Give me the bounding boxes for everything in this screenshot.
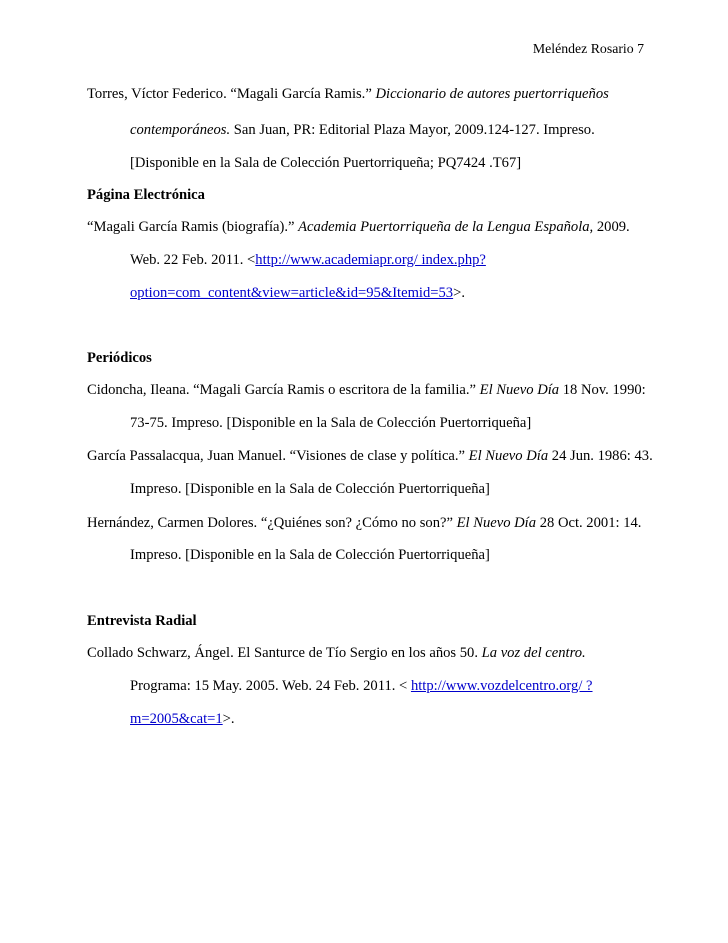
citation-torres-line-2 (130, 121, 595, 139)
citation-text: San Juan, PR: Editorial Plaza Mayor, 2009.124-127. Impreso. (230, 122, 595, 138)
section-heading-web: Página Electrónica (87, 187, 205, 203)
citation-academia-line-2 (130, 251, 486, 269)
citation-text: >. (453, 285, 465, 301)
citation-garcia-line-1 (87, 447, 653, 465)
citation-text: 24 Jun. 1986: 43. (548, 448, 653, 464)
citation-hernandez-line-1 (87, 514, 641, 532)
citation-text: García Passalacqua, Juan Manuel. “Visiones de clase y política.” (87, 448, 469, 464)
citation-cidoncha-line-2: 73-75. Impreso. [Disponible en la Sala de Colección Puertorriqueña] (130, 415, 532, 431)
citation-text: Collado Schwarz, Ángel. El Santurce de Tío Sergio en los años 50. (87, 645, 482, 661)
citation-text: >. (222, 711, 235, 727)
citation-academia-line-3 (130, 284, 465, 302)
citation-academia-line-1 (87, 218, 630, 236)
citation-garcia-line-2: Impreso. [Disponible en la Sala de Colección Puertorriqueña] (130, 481, 490, 497)
citation-text: Torres, Víctor Federico. “Magali García Ramis.” (87, 86, 376, 102)
citation-collado-line-1 (87, 644, 586, 662)
academia-url-link[interactable]: http://www.academiapr.org/ index.php? (255, 252, 486, 268)
citation-torres-line-3: [Disponible en la Sala de Colección Puertorriqueña; PQ7424 .T67] (130, 155, 522, 171)
citation-hernandez-line-2: Impreso. [Disponible en la Sala de Colección Puertorriqueña] (130, 547, 490, 563)
citation-text: 2009. (593, 219, 630, 235)
citation-title: El Nuevo Día (456, 515, 537, 531)
citation-text: Web. 22 Feb. 2011. < (130, 252, 256, 268)
citation-title: La voz del centro. (481, 645, 586, 661)
citation-collado-line-2 (130, 677, 593, 695)
citation-text: Hernández, Carmen Dolores. “¿Quiénes son? ¿Cómo no son?” (87, 515, 457, 531)
citation-cidoncha-line-1 (87, 381, 646, 399)
citation-title: El Nuevo Día (479, 382, 560, 398)
citation-title: El Nuevo Día (468, 448, 549, 464)
citation-collado-line-3 (130, 710, 235, 728)
citation-text: 18 Nov. 1990: (559, 382, 646, 398)
citation-text: Cidoncha, Ileana. “Magali García Ramis o escritora de la familia.” (87, 382, 480, 398)
citation-title: Diccionario de autores puertorriqueños (375, 86, 609, 102)
running-head: Meléndez Rosario 7 (532, 41, 644, 56)
citation-title: Academia Puertorriqueña de la Lengua Española, (298, 219, 594, 235)
citation-title: contemporáneos. (130, 122, 231, 138)
section-heading-radio: Entrevista Radial (87, 613, 197, 629)
vozdelcentro-url-link-continued[interactable]: m=2005&cat=1 (130, 711, 223, 727)
section-heading-periodicals: Periódicos (87, 350, 152, 366)
citation-torres-line-1 (87, 85, 609, 103)
academia-url-link-continued[interactable]: option=com_content&view=article&id=95&Itemid=53 (130, 285, 454, 301)
citation-text: 28 Oct. 2001: 14. (536, 515, 642, 531)
citation-text: “Magali García Ramis (biografía).” (87, 219, 299, 235)
citation-text: Programa: 15 May. 2005. Web. 24 Feb. 2011. < (130, 678, 411, 694)
vozdelcentro-url-link[interactable]: http://www.vozdelcentro.org/ ? (410, 678, 593, 694)
